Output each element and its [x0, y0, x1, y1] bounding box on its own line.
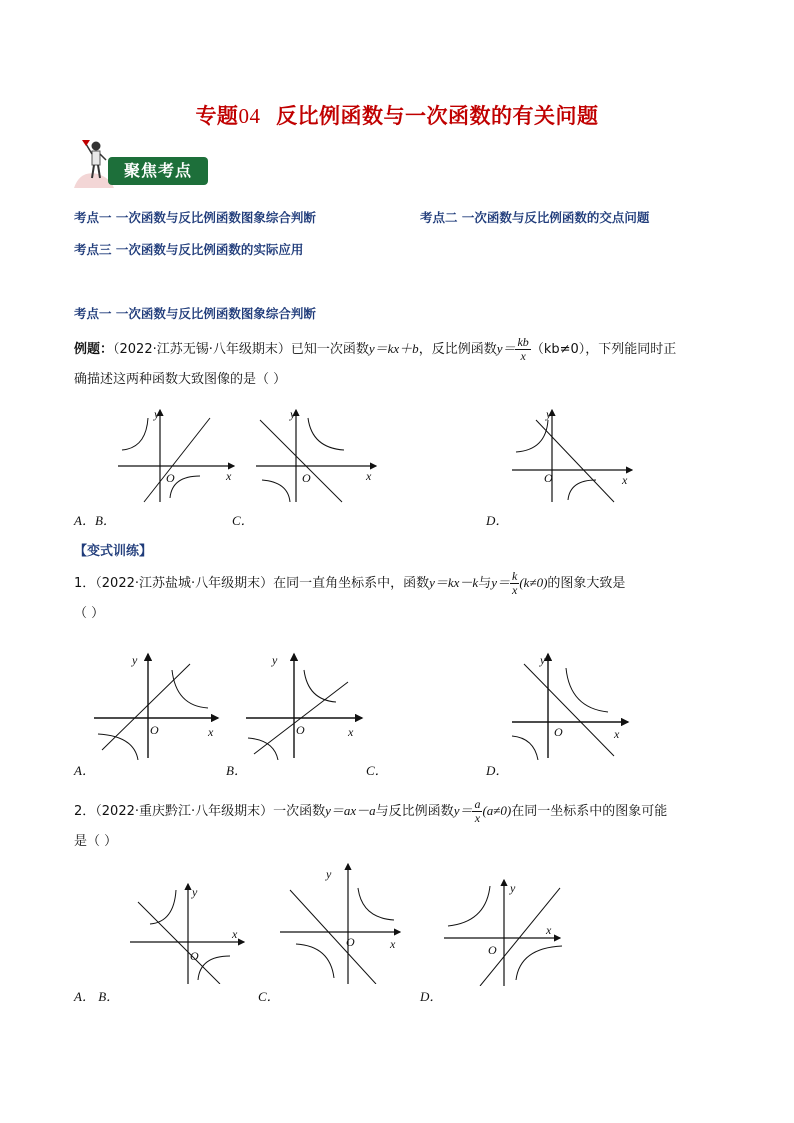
- x-axis-label: x: [348, 725, 354, 739]
- x-axis-label: x: [546, 923, 552, 937]
- q2-graph-d: [442, 876, 572, 986]
- nav-item-3[interactable]: 考点三 一次函数与反比例函数的实际应用: [74, 242, 304, 257]
- focus-badge: [70, 140, 210, 192]
- y-axis-label: y: [540, 653, 546, 667]
- example-graph-b: [252, 404, 382, 504]
- q1-graph-b: [244, 650, 374, 760]
- q2-graph-a: [128, 880, 248, 984]
- question-1: 1．（2022·江苏盐城·八年级期末）在同一直角坐标系中，函数y＝kx－k与y＝ $\frac{k}{x}$ (k≠0)的图象大致是 （ ）: [74, 569, 626, 621]
- origin-label: O: [296, 723, 305, 737]
- x-axis-label: x: [390, 937, 396, 951]
- y-axis-label: y: [546, 407, 552, 421]
- y-axis-label: y: [154, 407, 160, 421]
- origin-label: O: [544, 471, 553, 485]
- y-axis-label: y: [272, 653, 278, 667]
- q1-option-a[interactable]: A．: [74, 763, 95, 778]
- y-axis-label: y: [510, 881, 516, 895]
- q1-graph-d: [510, 650, 640, 760]
- example-graph-d: [508, 404, 638, 504]
- fraction-kb-x: $\frac{kb}{x}$: [517, 335, 529, 363]
- x-axis-label: x: [614, 727, 620, 741]
- origin-label: O: [488, 943, 497, 957]
- q1-option-c[interactable]: C．: [366, 763, 388, 778]
- y-axis-label: y: [290, 407, 296, 421]
- origin-label: O: [150, 723, 159, 737]
- origin-label: O: [346, 935, 355, 949]
- example-option-ab[interactable]: A．B．: [74, 513, 116, 528]
- section-heading: 考点一 一次函数与反比例函数图象综合判断: [74, 306, 316, 321]
- q1-graph-a: [92, 650, 222, 760]
- q2-option-d[interactable]: D．: [420, 989, 443, 1004]
- example-question: 例题：（2022·江苏无锡·八年级期末）已知一次函数y＝kx＋b，反比例函数y＝ $\frac{kb}{x}$ （kb≠0），下列能同时正 确描述这两种函数大致图像的是（ ）: [74, 335, 677, 387]
- origin-label: O: [554, 725, 563, 739]
- x-axis-label: x: [622, 473, 628, 487]
- origin-label: O: [166, 471, 175, 485]
- example-option-c[interactable]: C．: [232, 513, 254, 528]
- x-axis-label: x: [232, 927, 238, 941]
- x-axis-label: x: [208, 725, 214, 739]
- nav-item-1[interactable]: 考点一 一次函数与反比例函数图象综合判断: [74, 210, 316, 225]
- practice-heading: 【变式训练】: [74, 544, 153, 559]
- badge-label: 聚焦考点: [108, 157, 208, 185]
- origin-label: O: [302, 471, 311, 485]
- y-axis-label: y: [192, 885, 198, 899]
- y-axis-label: y: [326, 867, 332, 881]
- q2-option-ab[interactable]: A． B．: [74, 989, 120, 1004]
- q2-option-c[interactable]: C．: [258, 989, 280, 1004]
- example-graph-a: [110, 404, 240, 504]
- q2-graph-c: [276, 860, 406, 984]
- x-axis-label: x: [226, 469, 232, 483]
- example-option-d[interactable]: D．: [486, 513, 509, 528]
- y-axis-label: y: [132, 653, 138, 667]
- origin-label: O: [190, 949, 199, 963]
- x-axis-label: x: [366, 469, 372, 483]
- page-title: 专题04 反比例函数与一次函数的有关问题: [195, 103, 599, 128]
- fraction-a-x: $\frac{a}{x}$: [474, 797, 481, 825]
- nav-item-2[interactable]: 考点二 一次函数与反比例函数的交点问题: [420, 210, 650, 225]
- fraction-k-x: $\frac{k}{x}$: [512, 569, 518, 597]
- q1-option-b[interactable]: B．: [226, 763, 247, 778]
- q1-option-d[interactable]: D．: [486, 763, 509, 778]
- question-2: 2．（2022·重庆黔江·八年级期末）一次函数y＝ax－a与反比例函数y＝ $\frac{a}{x}$ (a≠0)在同一坐标系中的图象可能 是（ ）: [74, 797, 668, 849]
